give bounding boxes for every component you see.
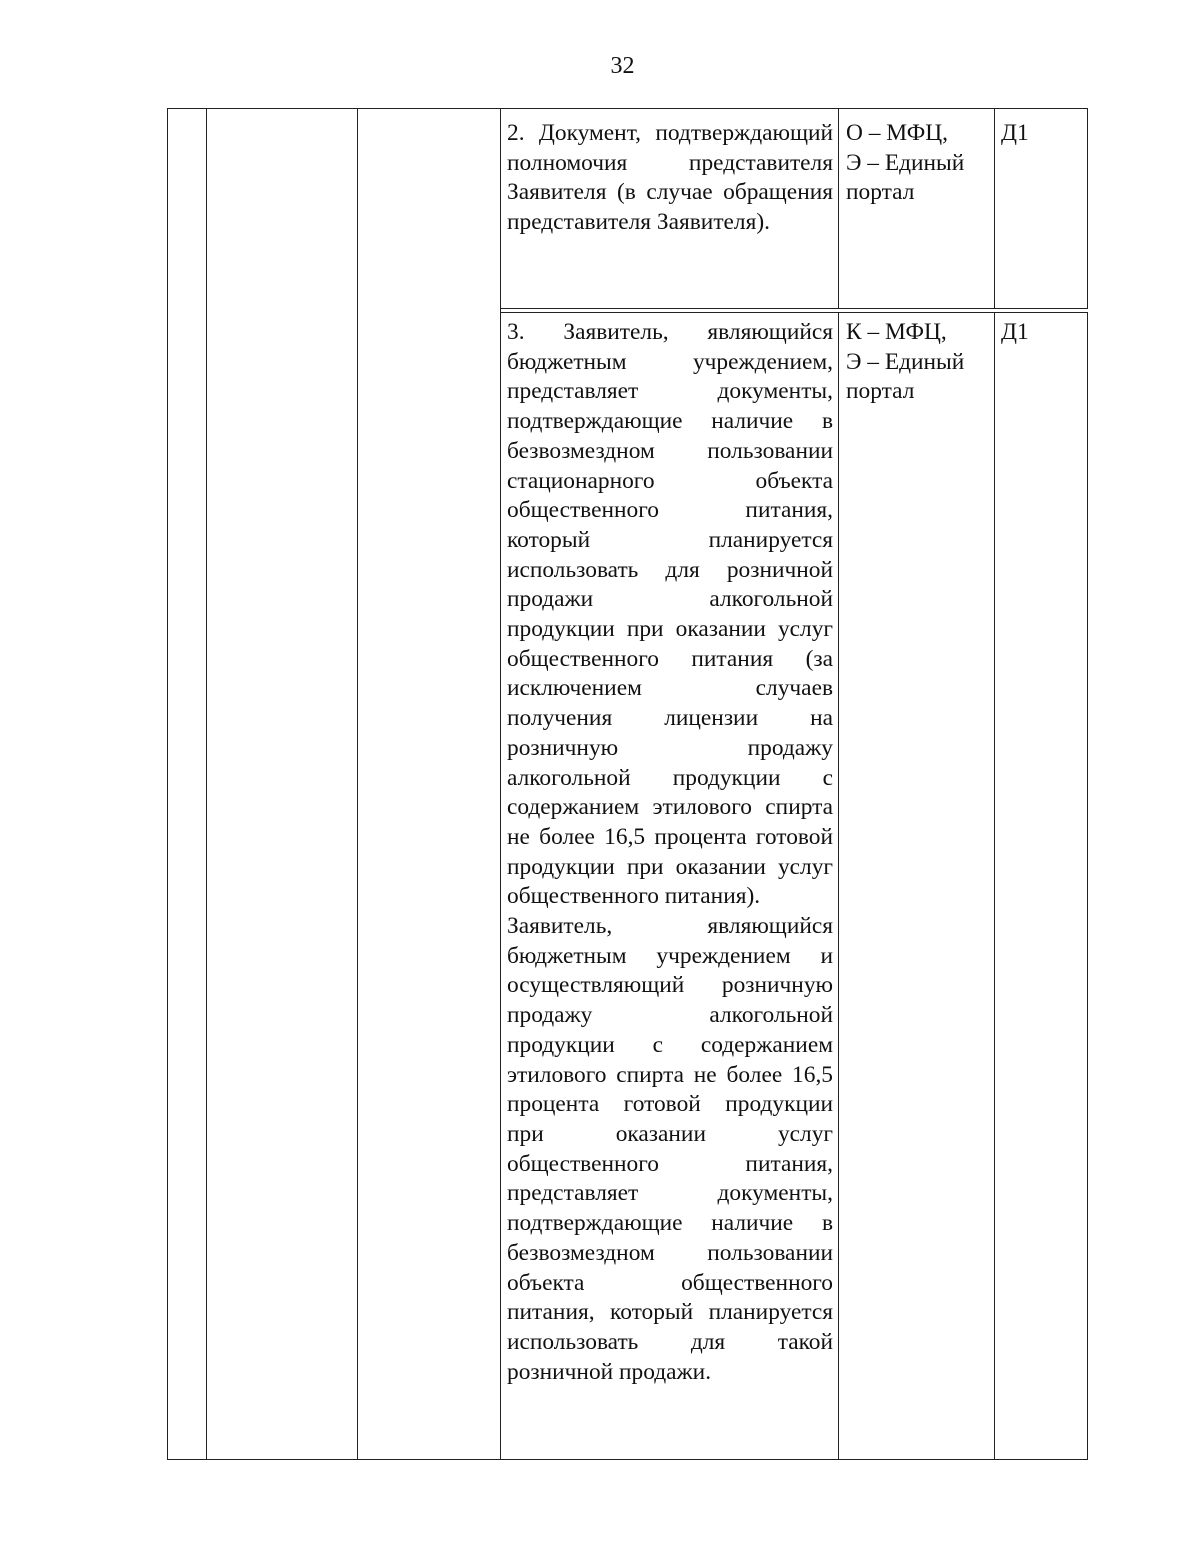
table-row-2-code-cell: Д1 xyxy=(1001,319,1029,345)
table-row-1-document-cell xyxy=(507,119,833,238)
table-column-divider xyxy=(357,108,358,1460)
table-column-divider xyxy=(838,313,839,1460)
channel-line: Э – Единый портал xyxy=(846,149,965,206)
table-row-1-code-cell: Д1 xyxy=(1001,120,1029,146)
table-row-2-document-cell xyxy=(507,318,833,1387)
table-column-divider xyxy=(994,108,995,309)
channel-line: К – МФЦ, xyxy=(846,319,947,345)
table-column-divider xyxy=(994,313,995,1460)
table-column-divider xyxy=(838,108,839,309)
page-number: 32 xyxy=(610,53,635,79)
row-divider xyxy=(500,312,1088,313)
channel-line: Э – Единый портал xyxy=(846,348,965,405)
table-border-left xyxy=(167,108,168,1460)
row-divider xyxy=(500,308,1088,309)
table-border-bottom xyxy=(167,1459,1088,1460)
table-border-right xyxy=(1087,108,1088,309)
channel-line: О – МФЦ, xyxy=(846,120,948,146)
table-column-divider xyxy=(500,108,501,1460)
document-paragraph: 3. Заявитель, являющийся бюджетным учреждением, представляет документы, подтверждающие наличие в безвозмездном пользовании стационарного объекта общественного питания, который планируется использовать для розничной продажи алкогольной продукции при оказании услуг общественного питания (за исключением случаев получения лицензии на розничную продажу алкогольной продукции с содержанием этилового спирта не более 16,5 процента готовой продукции при оказании услуг общественного питания). xyxy=(507,319,833,910)
table-row-1-channel-cell xyxy=(846,119,991,208)
document-paragraph: 2. Документ, подтверждающий полномочия представителя Заявителя (в случае обращения представителя Заявителя). xyxy=(507,120,833,236)
table-border-top xyxy=(167,108,1088,109)
table-border-right xyxy=(1087,313,1088,1460)
document-paragraph: Заявитель, являющийся бюджетным учреждением и осуществляющий розничную продажу алкогольной продукции с содержанием этилового спирта не более 16,5 процента готовой продукции при оказании услуг общественного питания, представляет документы, подтверждающие наличие в безвозмездном пользовании объекта общественного питания, который планируется использовать для такой розничной продажи. xyxy=(507,913,833,1385)
table-row-2-channel-cell xyxy=(846,318,991,407)
table-column-divider xyxy=(206,108,207,1460)
